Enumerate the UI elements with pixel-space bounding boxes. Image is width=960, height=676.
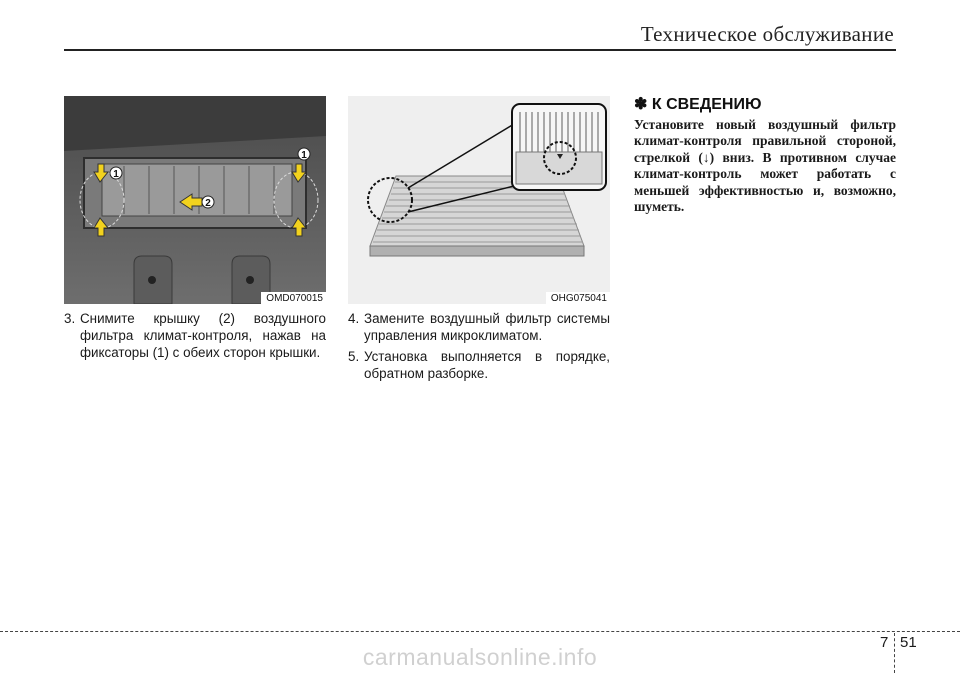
note-title: К СВЕДЕНИЮ	[651, 96, 762, 113]
asterisk-icon: ✽	[634, 96, 648, 113]
step-number: 4.	[348, 311, 360, 326]
information-note	[634, 94, 896, 215]
chapter-number: 7	[880, 634, 889, 651]
callout-1-left: 1	[113, 169, 119, 180]
page-number: 51	[900, 634, 917, 651]
step-3	[64, 310, 326, 361]
steps-left	[64, 310, 326, 365]
callout-1-right: 1	[301, 150, 307, 161]
figure-cabin-filter	[348, 96, 610, 304]
watermark: carmanualsonline.info	[362, 644, 598, 670]
note-body: Установите новый воздушный фильтр климат-контроля правильной стороной, стрелкой (↓) вниз. В противном случае климат-контроль может работать с меньшей эффективностью и, возможно, шуметь.	[634, 117, 896, 215]
step-text: Установка выполняется в порядке, обратном разборке.	[364, 349, 610, 381]
step-number: 5.	[348, 349, 360, 364]
steps-middle	[348, 310, 610, 386]
step-5	[348, 348, 610, 382]
step-number: 3.	[64, 311, 76, 326]
callout-2: 2	[205, 198, 211, 209]
header-divider	[64, 49, 896, 51]
filter-cover-illustration	[64, 96, 326, 304]
footer-divider	[0, 631, 960, 632]
figure-filter-cover	[64, 96, 326, 304]
step-text: Замените воздушный фильтр системы управления микроклиматом.	[364, 311, 610, 343]
note-heading	[634, 94, 896, 114]
cabin-filter-illustration	[348, 96, 610, 304]
section-title: Техническое обслуживание	[640, 22, 894, 46]
figure-code: OHG075041	[546, 292, 610, 304]
step-text: Снимите крышку (2) воздушного фильтра климат-контроля, нажав на фиксаторы (1) с обеих сторон крышки.	[80, 311, 326, 360]
figure-code: OMD070015	[261, 292, 326, 304]
step-4	[348, 310, 610, 344]
